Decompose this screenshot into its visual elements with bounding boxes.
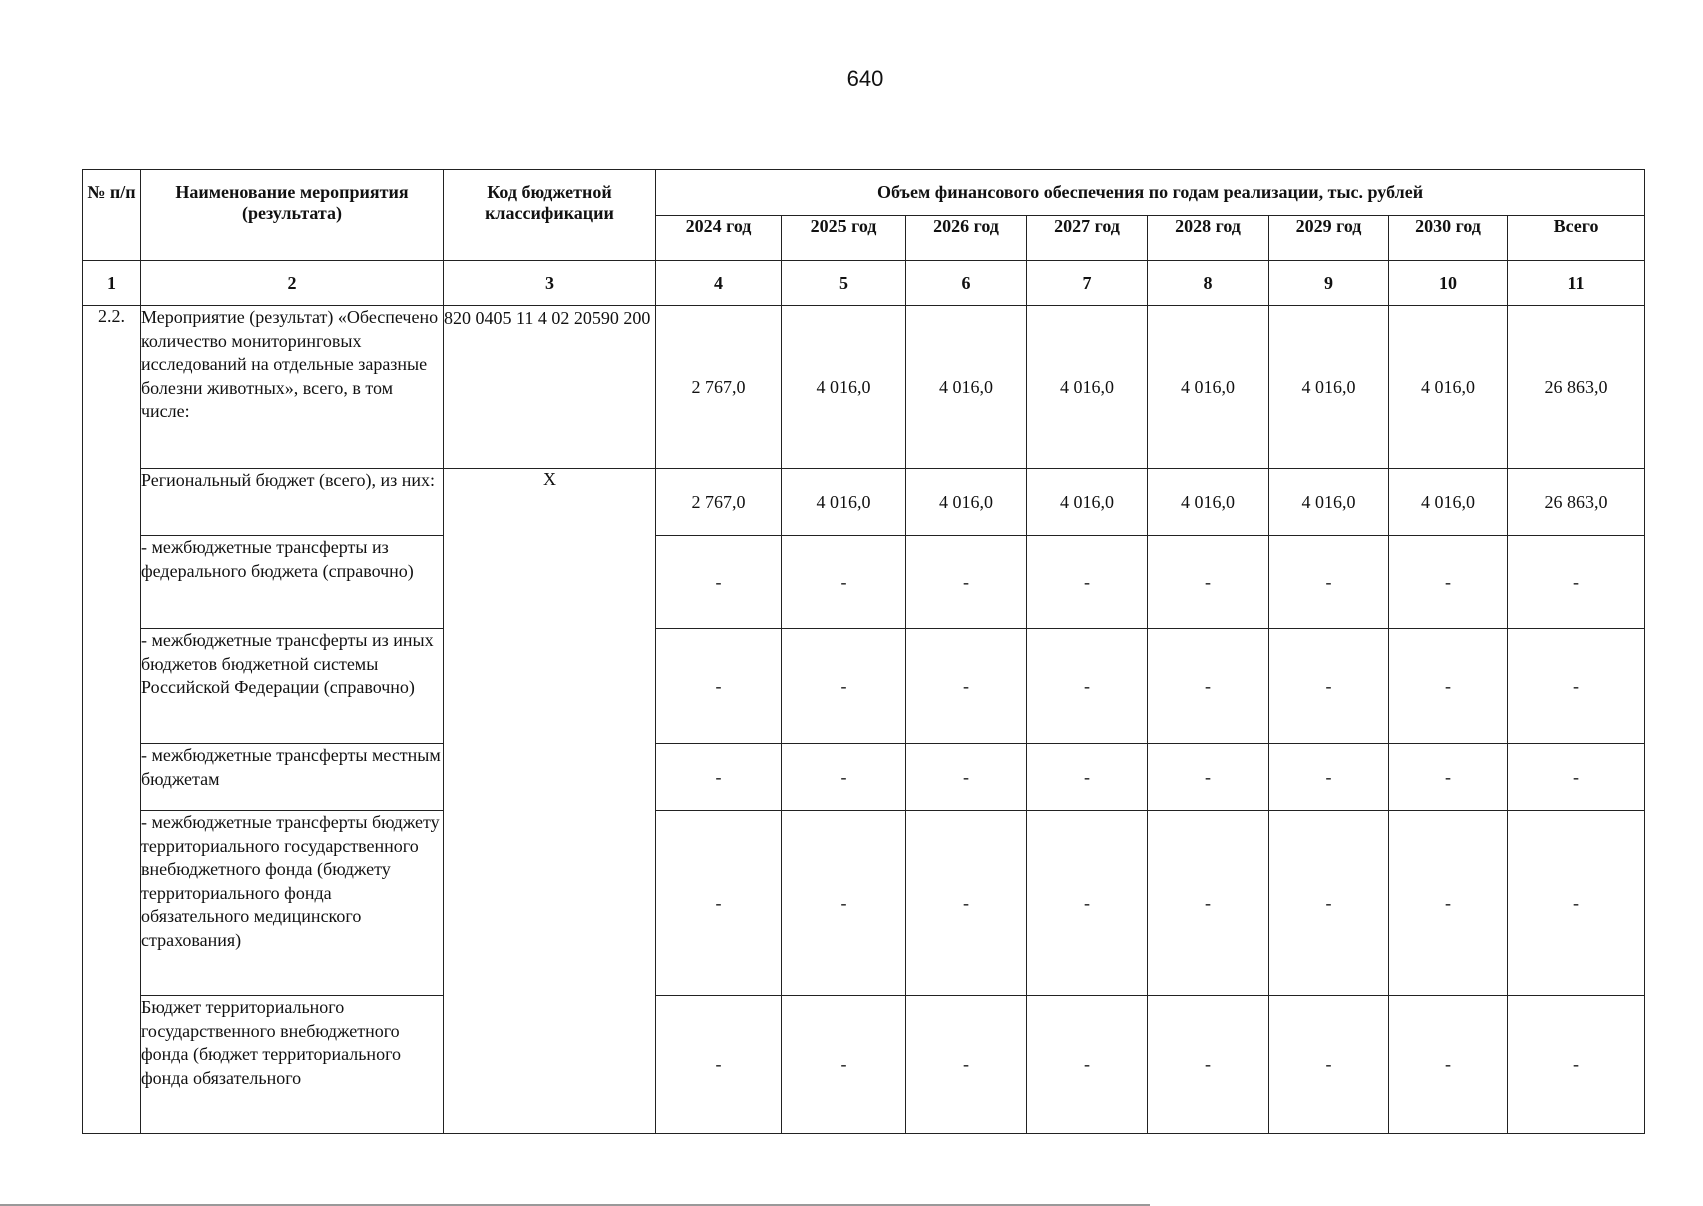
header-year-2027: 2027 год [1027,216,1148,261]
column-number: 3 [444,261,656,306]
value-2029: 4 016,0 [1269,469,1389,536]
value-total: 26 863,0 [1508,469,1645,536]
value-total: - [1508,996,1645,1134]
value-2024: 2 767,0 [656,469,782,536]
column-number: 8 [1148,261,1269,306]
value-2025: - [782,629,906,744]
value-2026: 4 016,0 [906,306,1027,469]
header-year-2026: 2026 год [906,216,1027,261]
header-year-2024: 2024 год [656,216,782,261]
column-number: 9 [1269,261,1389,306]
value-2027: 4 016,0 [1027,469,1148,536]
page-number: 640 [846,66,884,91]
value-2025: 4 016,0 [782,469,906,536]
value-2026: 4 016,0 [906,469,1027,536]
row-name: - межбюджетные трансферты местным бюджетам [141,744,444,811]
value-2024: - [656,996,782,1134]
value-2025: 4 016,0 [782,306,906,469]
table-row [83,744,1645,811]
value-2027: 4 016,0 [1027,306,1148,469]
value-2024: - [656,811,782,996]
value-2030: 4 016,0 [1389,469,1508,536]
value-2029: - [1269,996,1389,1134]
row-name: - межбюджетные трансферты бюджету территориального государственного внебюджетного фонда (бюджету территориального фонда обязательного медицинского страхования) [141,811,444,996]
value-2030: 4 016,0 [1389,306,1508,469]
row-name: Бюджет территориального государственного внебюджетного фонда (бюджет территориального фонда обязательного [141,996,444,1134]
value-2026: - [906,744,1027,811]
value-2026: - [906,811,1027,996]
header-year-2028: 2028 год [1148,216,1269,261]
budget-code: 820 0405 11 4 02 20590 200 [444,306,656,469]
column-number: 11 [1508,261,1645,306]
value-2029: - [1269,536,1389,629]
value-2027: - [1027,744,1148,811]
value-2030: - [1389,536,1508,629]
budget-table [82,169,1645,1134]
value-2028: 4 016,0 [1148,469,1269,536]
column-number: 1 [83,261,141,306]
value-2024: - [656,744,782,811]
value-total: - [1508,744,1645,811]
value-2028: - [1148,744,1269,811]
value-2028: - [1148,996,1269,1134]
column-number: 10 [1389,261,1508,306]
table-row [83,811,1645,996]
value-2027: - [1027,629,1148,744]
header-year-2025: 2025 год [782,216,906,261]
header-total: Всего [1508,216,1645,261]
value-2025: - [782,536,906,629]
value-2027: - [1027,811,1148,996]
value-total: 26 863,0 [1508,306,1645,469]
value-2025: - [782,744,906,811]
value-2027: - [1027,996,1148,1134]
value-2024: - [656,629,782,744]
table-row [83,629,1645,744]
value-2025: - [782,811,906,996]
value-2028: - [1148,811,1269,996]
table-row [83,306,1645,469]
row-name: - межбюджетные трансферты из иных бюджетов бюджетной системы Российской Федерации (справочно) [141,629,444,744]
value-2024: - [656,536,782,629]
value-2030: - [1389,744,1508,811]
column-number: 4 [656,261,782,306]
value-2030: - [1389,629,1508,744]
row-number: 2.2. [83,306,141,1134]
row-name: Региональный бюджет (всего), из них: [141,469,444,536]
value-total: - [1508,811,1645,996]
value-2028: - [1148,629,1269,744]
value-2028: - [1148,536,1269,629]
value-2029: - [1269,811,1389,996]
value-2029: - [1269,629,1389,744]
header-code: Код бюджетной классификации [444,170,656,261]
value-2026: - [906,996,1027,1134]
table-row [83,536,1645,629]
header-num: № п/п [83,170,141,261]
column-number-row [83,261,1645,306]
value-2030: - [1389,996,1508,1134]
value-2026: - [906,536,1027,629]
value-2027: - [1027,536,1148,629]
column-number: 5 [782,261,906,306]
column-number: 2 [141,261,444,306]
value-2026: - [906,629,1027,744]
value-2024: 2 767,0 [656,306,782,469]
budget-code: X [444,469,656,1134]
header-year-2030: 2030 год [1389,216,1508,261]
row-name: Мероприятие (результат) «Обеспечено количество мониторинговых исследований на отдельные заразные болезни животных», всего, в том числе: [141,306,444,469]
table-row [83,469,1645,536]
table-row [83,996,1645,1134]
value-2030: - [1389,811,1508,996]
value-total: - [1508,536,1645,629]
header-year-2029: 2029 год [1269,216,1389,261]
header-name: Наименование мероприятия (результата) [141,170,444,261]
column-number: 7 [1027,261,1148,306]
value-2025: - [782,996,906,1134]
column-number: 6 [906,261,1027,306]
value-2029: - [1269,744,1389,811]
header-volume: Объем финансового обеспечения по годам реализации, тыс. рублей [656,170,1645,216]
value-2029: 4 016,0 [1269,306,1389,469]
row-name: - межбюджетные трансферты из федерального бюджета (справочно) [141,536,444,629]
value-2028: 4 016,0 [1148,306,1269,469]
value-total: - [1508,629,1645,744]
